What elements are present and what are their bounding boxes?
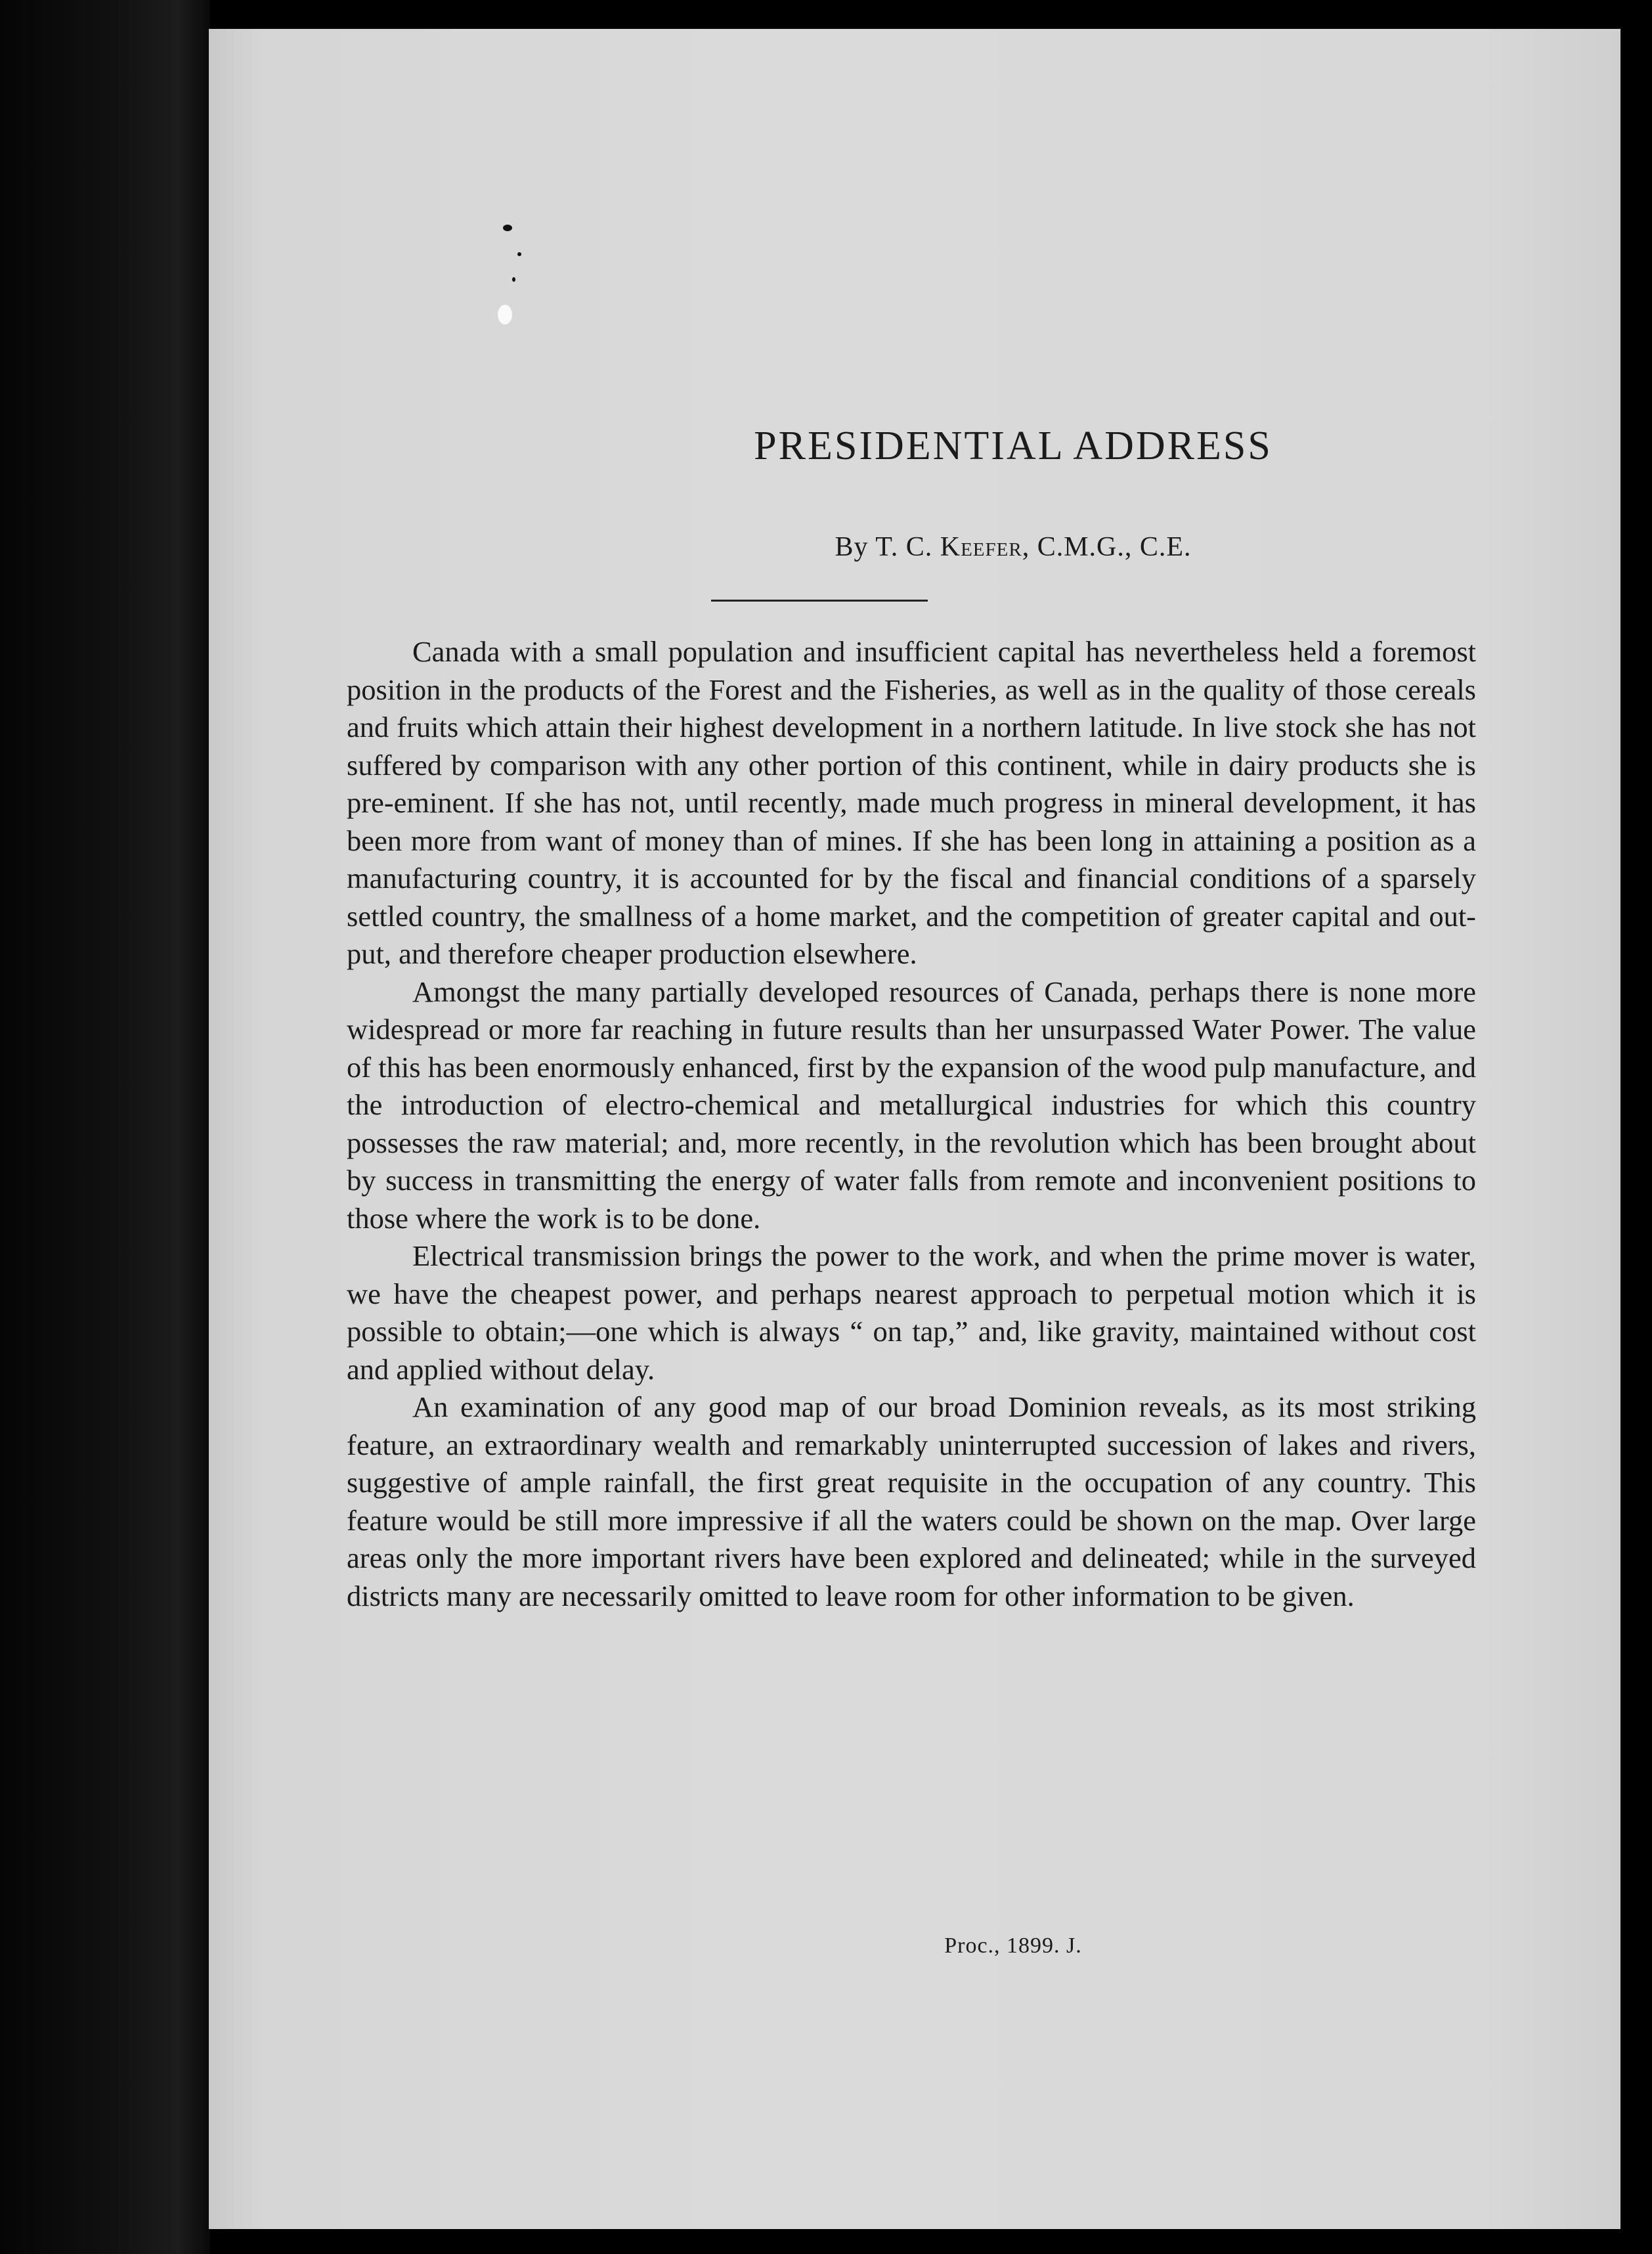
scan-binding-edge [0,0,210,2254]
body-text [347,633,1476,1615]
byline-credentials: , C.M.G., C.E. [1022,532,1192,562]
title-divider [711,600,928,602]
scan-speck [503,225,512,231]
paragraph: Amongst the many partially developed resources of Canada, perhaps there is none more widespread or more far reaching in future results than her unsurpassed Water Power. The value of this has been enormously enhanced, first by the expansion of the wood pulp manufacture, and the introduction of electro-chemical and metallurgical industries for which this country possesses the raw material; and, more recently, in the revolution which has been brought about by success in transmitting the energy of water falls from remote and inconvenient positions to those where the work is to be done. [347,975,1476,1235]
byline-author-name: Keefer [940,532,1022,562]
document-page [209,29,1620,2229]
byline-prefix: By T. C. [835,532,940,562]
scan-speck [512,277,515,282]
paragraph: Electrical transmission brings the power to the work, and when the prime mover is water, we have the cheapest power, and perhaps nearest approach to perpetual motion which it is possible to obtain;—one which is always “ on tap,” and, like gravity, maintained without cost and applied without delay. [347,1239,1476,1386]
scan-speck [498,305,512,324]
scan-speck [517,252,521,256]
paragraph: An examination of any good map of our broad Dominion reveals, as its most striking feature, an extraordinary wealth and remarkably uninterrupted succession of lakes and rivers, suggestive of ample rainfall, the first great requisite in the occupation of any country. This feature would be still more impressive if all the waters could be shown on the map. Over large areas only the more important rivers have been explored and delineated; while in the surveyed districts many are necessarily omitted to leave room for other information to be given. [347,1390,1476,1612]
author-byline [307,531,1652,563]
page-footer: Proc., 1899. J. [944,1934,1082,1958]
page-title: PRESIDENTIAL ADDRESS [754,424,1272,468]
paragraph: Canada with a small population and insufficient capital has nevertheless held a foremost position in the products of the Forest and the Fisheries, as well as in the quality of those cereals and fruits which attain their highest development in a northern latitude. In live stock she has not suffered by comparison with any other portion of this continent, while in dairy products she is pre-eminent. If she has not, until recently, made much progress in mineral development, it has been more from want of money than of mines. If she has been long in attaining a position as a manufacturing country, it is accounted for by the fiscal and financial conditions of a sparsely settled country, the smallness of a home market, and the competition of greater capital and out-put, and therefore cheaper production elsewhere. [347,635,1476,970]
